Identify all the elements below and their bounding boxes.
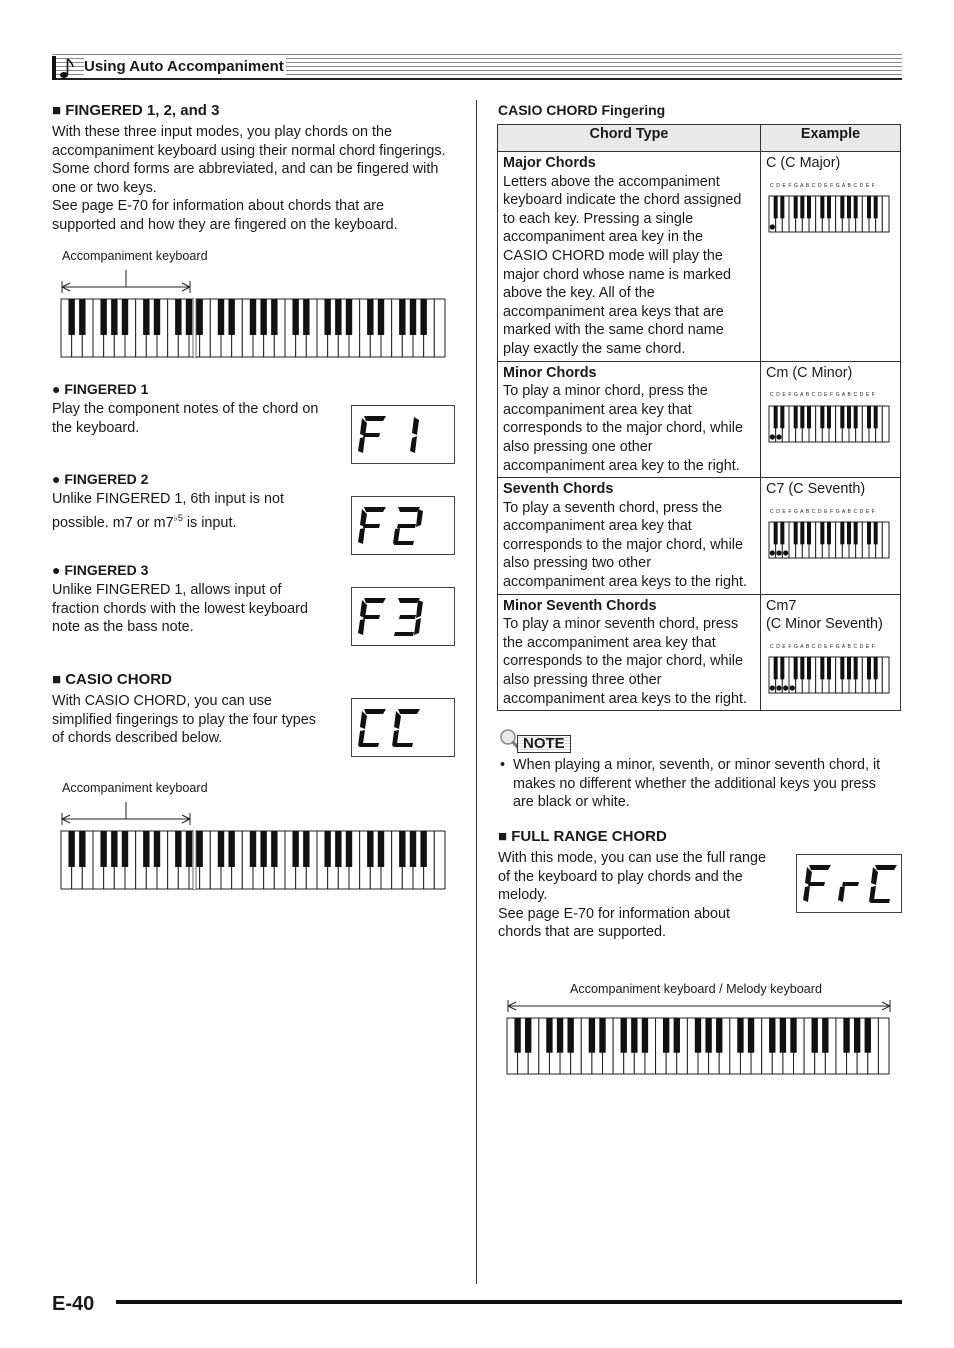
black-key	[399, 299, 405, 335]
black-key	[674, 1018, 680, 1053]
desc-line: Letters above the accompaniment	[503, 173, 720, 190]
black-key	[525, 1018, 531, 1053]
lcd-display-f2	[351, 496, 455, 555]
black-key	[410, 299, 416, 335]
black-key	[865, 1018, 871, 1053]
white-key	[434, 831, 445, 889]
chord-description	[498, 478, 761, 595]
page-number: E-40	[52, 1293, 95, 1315]
body-line: Unlike FINGERED 1, 6th input is not	[52, 491, 284, 507]
split-marker	[193, 830, 196, 890]
black-key	[794, 406, 798, 428]
pressed-key-dot	[776, 551, 781, 556]
black-key	[774, 196, 778, 218]
black-key	[79, 299, 85, 335]
body-line: of the keyboard to play chords and the	[498, 868, 743, 885]
black-key	[589, 1018, 595, 1053]
black-key	[854, 1018, 860, 1053]
accompaniment-range-arrow	[58, 270, 198, 301]
black-key	[378, 831, 384, 867]
black-key	[874, 196, 878, 218]
table-header-row	[498, 125, 901, 152]
black-key	[567, 1018, 573, 1053]
black-key	[794, 657, 798, 679]
column-divider	[476, 100, 477, 1284]
black-key	[303, 299, 309, 335]
key-letters: C D E F G A B C D E F G A B C D E F	[770, 182, 876, 189]
black-key	[705, 1018, 711, 1053]
black-key	[867, 406, 871, 428]
chord-title: Major Chords	[503, 155, 596, 171]
black-key	[843, 1018, 849, 1053]
black-key	[546, 1018, 552, 1053]
text: is input.	[182, 514, 237, 531]
desc-line: To play a seventh chord, press the	[503, 499, 723, 516]
fingered2-body	[52, 490, 284, 532]
chord-description	[498, 152, 761, 362]
fingered-body	[52, 123, 462, 235]
black-key	[807, 196, 811, 218]
desc-line: CASIO CHORD mode will play the	[503, 247, 723, 264]
black-key	[378, 299, 384, 335]
black-key	[68, 299, 74, 335]
black-key	[840, 196, 844, 218]
table-row	[498, 594, 901, 711]
example-label: C7 (C Seventh)	[766, 481, 866, 498]
black-key	[100, 831, 106, 867]
desc-line: accompaniment area keys that are	[503, 303, 724, 320]
keyboard-diagram	[60, 830, 446, 890]
keyboard-label: Accompaniment keyboard / Melody keyboard	[570, 982, 823, 996]
white-key	[434, 299, 445, 357]
note-body	[500, 756, 900, 812]
black-key	[100, 299, 106, 335]
chord-example	[761, 152, 901, 362]
note-line: When playing a minor, seventh, or minor seventh chord, it	[513, 757, 881, 773]
chord-example	[761, 361, 901, 478]
black-key	[854, 196, 858, 218]
accompaniment-range-arrow	[58, 802, 198, 833]
black-key	[175, 831, 181, 867]
full-range-heading: ■ FULL RANGE CHORD	[498, 828, 667, 845]
body-line: accompaniment keyboard using their normal chord fingerings.	[52, 142, 446, 159]
body-line: Play the component notes of the chord on	[52, 401, 319, 417]
desc-line: accompaniment area key that	[503, 401, 692, 418]
black-key	[820, 406, 824, 428]
black-key	[874, 657, 878, 679]
example-label: C (C Major)	[766, 155, 841, 171]
desc-line: corresponds to the major chord, while	[503, 653, 743, 670]
mini-keyboard	[768, 656, 892, 696]
black-key	[780, 522, 784, 544]
keyboard-label: Accompaniment keyboard	[62, 781, 208, 795]
example-label: Cm (C Minor)	[766, 364, 853, 381]
body-line: note as the bass note.	[52, 619, 194, 636]
body-line: of chords described below.	[52, 730, 223, 747]
casio-chord-heading: ■ CASIO CHORD	[52, 671, 172, 688]
desc-line: To play a minor chord, press the	[503, 383, 708, 400]
black-key	[807, 406, 811, 428]
black-key	[807, 522, 811, 544]
black-key	[827, 196, 831, 218]
black-key	[827, 522, 831, 544]
fingered3-body	[52, 581, 308, 637]
col-chord-type: Chord Type	[498, 125, 761, 152]
body-line: Some chord forms are abbreviated, and can be fingered with	[52, 161, 439, 178]
black-key	[847, 657, 851, 679]
black-key	[186, 299, 192, 335]
black-key	[867, 196, 871, 218]
body-line: Unlike FINGERED 1, allows input of	[52, 582, 282, 598]
pressed-key-dot	[770, 551, 775, 556]
black-key	[324, 831, 330, 867]
white-key	[878, 1018, 889, 1074]
desc-line: accompaniment area keys to the right.	[503, 690, 747, 707]
body-line: melody.	[498, 887, 548, 904]
body-line	[52, 509, 284, 532]
black-key	[780, 1018, 786, 1053]
lcd-display-f1	[351, 405, 455, 464]
desc-line: play exactly the same chord.	[503, 340, 686, 357]
black-key	[748, 1018, 754, 1053]
desc-line: accompaniment area keys to the right.	[503, 574, 747, 591]
note-line: are black or white.	[513, 794, 630, 811]
pressed-key-dot	[776, 434, 781, 439]
black-key	[840, 406, 844, 428]
chord-title: Minor Seventh Chords	[503, 597, 657, 614]
key-letters: C D E F G A B C D E F G A B C D E F	[770, 508, 876, 515]
black-key	[847, 406, 851, 428]
black-key	[143, 299, 149, 335]
black-key	[154, 831, 160, 867]
chord-example	[761, 478, 901, 595]
table-row	[498, 152, 901, 362]
black-key	[800, 406, 804, 428]
pressed-key-dot	[770, 225, 775, 230]
black-key	[774, 657, 778, 679]
pressed-key-dot	[783, 686, 788, 691]
split-marker	[193, 298, 196, 358]
col-example: Example	[761, 125, 901, 152]
body-line: fraction chords with the lowest keyboard	[52, 600, 308, 617]
chord-title: Minor Chords	[503, 364, 597, 381]
table-caption: CASIO CHORD Fingering	[498, 102, 666, 118]
fingered1-body	[52, 400, 318, 437]
chord-description	[498, 594, 761, 711]
keyboard-diagram	[60, 298, 446, 358]
white-key	[882, 196, 889, 232]
black-key	[218, 831, 224, 867]
black-key	[196, 299, 202, 335]
black-key	[854, 657, 858, 679]
black-key	[399, 831, 405, 867]
desc-line: major chord whose name is marked	[503, 266, 731, 283]
chord-fingering-table	[497, 124, 901, 711]
fingered1-title: ● FINGERED 1	[52, 381, 149, 397]
black-key	[840, 522, 844, 544]
black-key	[122, 299, 128, 335]
black-key	[780, 657, 784, 679]
key-letters: C D E F G A B C D E F G A B C D E F	[770, 643, 876, 650]
black-key	[867, 657, 871, 679]
desc-line: also pressing one other	[503, 438, 653, 455]
pressed-key-dot	[770, 434, 775, 439]
keyboard-diagram	[506, 1017, 892, 1077]
black-key	[79, 831, 85, 867]
desc-line: the accompaniment area key that	[503, 634, 716, 651]
black-key	[867, 522, 871, 544]
black-key	[228, 299, 234, 335]
black-key	[599, 1018, 605, 1053]
black-key	[122, 831, 128, 867]
black-key	[271, 299, 277, 335]
black-key	[874, 522, 878, 544]
black-key	[737, 1018, 743, 1053]
black-key	[790, 1018, 796, 1053]
pressed-key-dot	[790, 686, 795, 691]
table-row	[498, 478, 901, 595]
keyboard-label: Accompaniment keyboard	[62, 249, 208, 263]
mini-keyboard	[768, 405, 892, 445]
black-key	[420, 831, 426, 867]
body-line: chords that are supported.	[498, 924, 666, 941]
black-key	[557, 1018, 563, 1053]
lcd-display-frc	[796, 854, 902, 913]
casio-chord-body	[52, 692, 316, 748]
body-line: See page E-70 for information about chords that are	[52, 198, 384, 215]
black-key	[292, 831, 298, 867]
white-key	[882, 522, 889, 558]
black-key	[420, 299, 426, 335]
body-line: See page E-70 for information about	[498, 905, 730, 922]
black-key	[175, 299, 181, 335]
black-key	[154, 299, 160, 335]
white-key	[882, 406, 889, 442]
black-key	[854, 406, 858, 428]
fingered2-title: ● FINGERED 2	[52, 471, 149, 487]
desc-line: above the key. All of the	[503, 285, 655, 302]
pressed-key-dot	[783, 551, 788, 556]
black-key	[218, 299, 224, 335]
body-line: With CASIO CHORD, you can use	[52, 693, 272, 709]
pressed-key-dot	[770, 686, 775, 691]
black-key	[822, 1018, 828, 1053]
black-key	[196, 831, 202, 867]
body-line: one or two keys.	[52, 179, 157, 196]
black-key	[812, 1018, 818, 1053]
black-key	[292, 299, 298, 335]
desc-line: accompaniment area key to the right.	[503, 457, 740, 474]
black-key	[260, 299, 266, 335]
black-key	[847, 522, 851, 544]
black-key	[716, 1018, 722, 1053]
music-note-icon	[52, 56, 78, 80]
black-key	[774, 406, 778, 428]
pressed-key-dot	[776, 686, 781, 691]
black-key	[410, 831, 416, 867]
body-line: supported and how they are fingered on the keyboard.	[52, 216, 398, 233]
mini-keyboard	[768, 195, 892, 235]
body-line: With these three input modes, you play chords on the	[52, 124, 392, 140]
black-key	[346, 299, 352, 335]
black-key	[800, 522, 804, 544]
desc-line: to each key. Pressing a single	[503, 210, 694, 227]
section-title: Using Auto Accompaniment	[84, 58, 284, 75]
desc-line: accompaniment area key in the	[503, 229, 703, 246]
black-key	[260, 831, 266, 867]
table-row	[498, 361, 901, 478]
black-key	[303, 831, 309, 867]
black-key	[514, 1018, 520, 1053]
black-key	[335, 299, 341, 335]
body-line: simplified fingerings to play the four types	[52, 711, 316, 728]
black-key	[111, 299, 117, 335]
black-key	[335, 831, 341, 867]
black-key	[250, 299, 256, 335]
body-line: With this mode, you can use the full range	[498, 850, 766, 866]
example-label: (C Minor Seventh)	[766, 616, 883, 633]
desc-line: marked with the same chord name	[503, 322, 724, 339]
black-key	[68, 831, 74, 867]
black-key	[847, 196, 851, 218]
chord-description	[498, 361, 761, 478]
black-key	[367, 299, 373, 335]
black-key	[631, 1018, 637, 1053]
desc-line: also pressing two other	[503, 555, 651, 572]
black-key	[642, 1018, 648, 1053]
black-key	[143, 831, 149, 867]
black-key	[874, 406, 878, 428]
fingered3-title: ● FINGERED 3	[52, 562, 149, 578]
black-key	[800, 196, 804, 218]
desc-line: also pressing three other	[503, 672, 662, 689]
footer-rule	[116, 1300, 902, 1304]
body-line: the keyboard.	[52, 419, 140, 436]
black-key	[769, 1018, 775, 1053]
black-key	[663, 1018, 669, 1053]
note-line: makes no different whether the additional keys you press	[513, 775, 876, 792]
bullet: •	[500, 757, 506, 773]
black-key	[827, 406, 831, 428]
black-key	[780, 406, 784, 428]
black-key	[111, 831, 117, 867]
full-range-body	[498, 849, 766, 942]
black-key	[250, 831, 256, 867]
desc-line: To play a minor seventh chord, press	[503, 616, 739, 633]
black-key	[820, 657, 824, 679]
black-key	[794, 522, 798, 544]
black-key	[854, 522, 858, 544]
black-key	[228, 831, 234, 867]
mini-keyboard	[768, 521, 892, 561]
black-key	[794, 196, 798, 218]
black-key	[324, 299, 330, 335]
note-label: NOTE	[517, 735, 571, 753]
black-key	[807, 657, 811, 679]
desc-line: accompaniment area key that	[503, 518, 692, 535]
key-letters: C D E F G A B C D E F G A B C D E F	[770, 392, 876, 399]
black-key	[186, 831, 192, 867]
lcd-display-f3	[351, 587, 455, 646]
flat-five: ♭5	[173, 512, 183, 523]
white-key	[882, 657, 889, 693]
black-key	[780, 196, 784, 218]
black-key	[840, 657, 844, 679]
lcd-display-cc	[351, 698, 455, 757]
desc-line: corresponds to the major chord, while	[503, 536, 743, 553]
text: possible. m7 or m7	[52, 514, 174, 531]
black-key	[346, 831, 352, 867]
black-key	[800, 657, 804, 679]
note-bullet	[500, 756, 900, 812]
example-label: Cm7	[766, 597, 797, 614]
chord-title: Seventh Chords	[503, 481, 614, 498]
black-key	[271, 831, 277, 867]
black-key	[367, 831, 373, 867]
black-key	[820, 196, 824, 218]
desc-line: corresponds to the major chord, while	[503, 420, 743, 437]
chord-example	[761, 594, 901, 711]
black-key	[774, 522, 778, 544]
black-key	[695, 1018, 701, 1053]
desc-line: keyboard indicate the chord assigned	[503, 192, 742, 209]
black-key	[820, 522, 824, 544]
fingered-heading: ■ FINGERED 1, 2, and 3	[52, 102, 220, 119]
black-key	[621, 1018, 627, 1053]
black-key	[827, 657, 831, 679]
